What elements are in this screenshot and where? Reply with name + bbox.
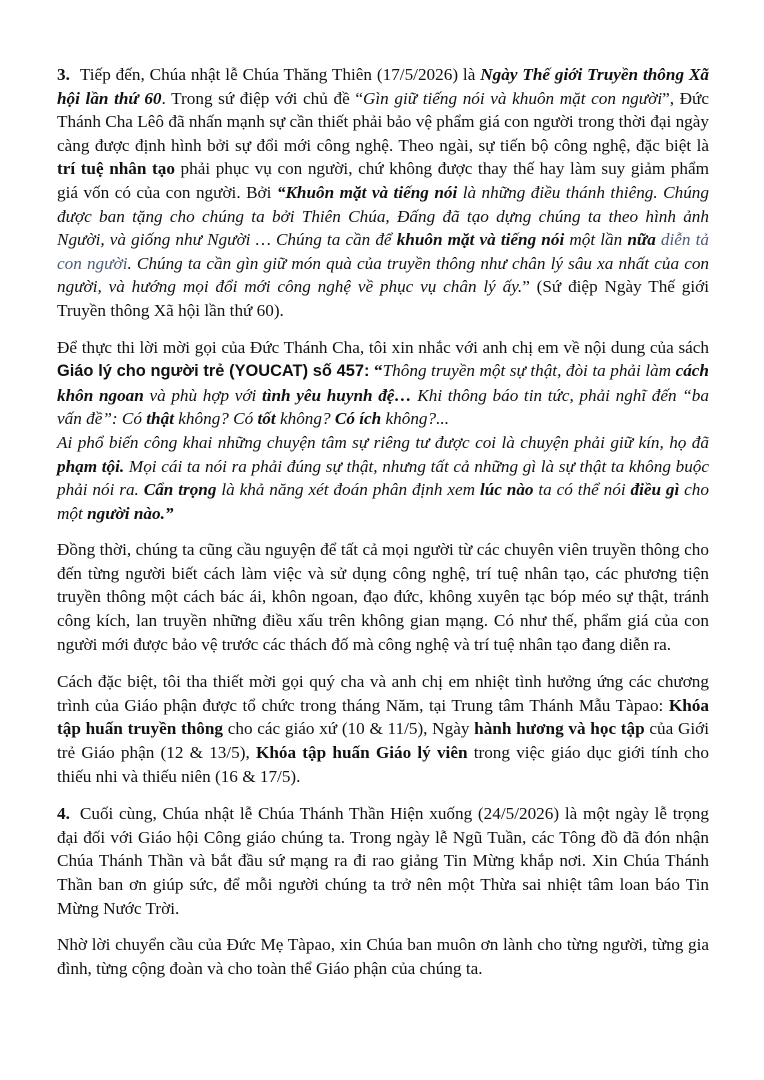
emphasis: trí tuệ nhân tạo xyxy=(57,159,175,179)
quote-text: cho một xyxy=(57,480,709,523)
quote-text: là những điều thánh thiêng. Chúng được ban tặng cho chúng ta bởi Thiên Chúa, Đấng đã tạo dựng chúng ta theo hình ảnh Người, và giống như Người … Chúng ta cần để xyxy=(57,182,709,250)
quote-text: không? Có xyxy=(173,409,258,429)
quote-emphasis: điều gì xyxy=(630,480,680,500)
quote-emphasis: nữa xyxy=(627,230,656,250)
quote-text: Mọi cái ta nói ra phải đúng sự thật, nhưng tất cả những gì là sự thật ta không buộc phải nói ra. xyxy=(57,456,710,500)
text-run: Cuối cùng, Chúa nhật lễ Chúa Thánh Thần Hiện xuống (24/5/2026) là một ngày lễ trọng đại đối với Giáo hội Công giáo chúng ta. Trong ngày lễ Ngũ Tuần, các Tông đồ đã đón nhận Chúa Thánh Thần và bắt đầu sứ mạng ra đi rao giảng Tin Mừng khắp nơi. Xin Chúa Thánh Thần ban ơn giúp sức, để mỗi người chúng ta trở nên một Thừa sai nhiệt tâm loan báo Tin Mừng Nước Trời. xyxy=(57,804,709,918)
quote-text: Khi thông báo tin tức, phải nghĩ đến “ba vấn đề”: Có xyxy=(57,385,709,429)
quote-text: Thông truyền một sự thật, đòi ta phải làm xyxy=(382,361,676,381)
text-run: phải phục vụ con người, chứ không được thay thế hay làm suy giảm phẩm giá vốn có của con người. Bởi xyxy=(57,159,709,202)
paragraph-closing: Nhờ lời chuyển cầu của Đức Mẹ Tàpao, xin Chúa ban muôn ơn lành cho từng người, từng gia đình, từng cộng đoàn và cho toàn thể Giáo phận của chúng ta. xyxy=(57,935,709,978)
text-run: của Giới trẻ Giáo phận (12 & 13/5), xyxy=(57,719,710,763)
event-title: Ngày Thế giới Truyền thông Xã hội lần thứ 60 xyxy=(57,65,709,108)
quote-link-text: diễn tả con người xyxy=(57,230,709,273)
text-run: Để thực thi lời mời gọi của Đức Thánh Cha, tôi xin nhắc với anh chị em về nội dung của sách xyxy=(57,337,709,357)
quote-text: một lần xyxy=(564,230,628,250)
section-number: 4. xyxy=(57,804,70,824)
quote-emphasis: tình yêu huynh đệ… xyxy=(261,385,412,405)
quote-text: không? xyxy=(275,409,335,429)
quote-emphasis: lúc nào xyxy=(479,480,534,500)
quote-text: ta có thể nói xyxy=(533,480,631,500)
quote-text: không?... xyxy=(381,409,450,429)
paragraph-4 xyxy=(57,802,709,920)
program-catechist-training: Khóa tập huấn Giáo lý viên xyxy=(256,743,468,763)
quote-text: Ai phổ biến công khai những chuyện tâm sự riêng tư được coi là chuyện phải giữ kín, họ đã xyxy=(57,432,709,452)
quote-text: và phù hợp với xyxy=(143,385,262,405)
text-run: cho các giáo xứ (10 & 11/5), Ngày xyxy=(223,719,475,739)
quote-mark: “ xyxy=(369,361,383,381)
paragraph-programs xyxy=(57,670,709,788)
youcat-reference: Giáo lý cho người trẻ (YOUCAT) số 457: xyxy=(57,362,370,381)
quote-emphasis: khuôn mặt và tiếng nói xyxy=(396,230,565,250)
quote-emphasis: “Khuôn mặt và tiếng nói xyxy=(276,182,458,202)
text-run: ” (Sứ điệp Ngày Thế giới Truyền thông Xã hội lần thứ 60). xyxy=(57,277,709,320)
quote-emphasis: người nào.” xyxy=(87,503,174,523)
program-youth-pilgrimage: hành hương và học tập xyxy=(474,719,645,739)
paragraph-youcat xyxy=(57,336,709,526)
quote-emphasis: cách khôn ngoan xyxy=(57,361,709,405)
section-number: 3. xyxy=(57,65,70,84)
program-communication-training: Khóa tập huấn truyền thông xyxy=(57,695,709,739)
quote-emphasis: Cẩn trọng xyxy=(143,480,217,500)
text-run: trong việc giáo dục giới tính cho thiếu nhi và thiếu niên (16 & 17/5). xyxy=(57,743,709,786)
text-run: Cách đặc biệt, tôi tha thiết mời gọi quý cha và anh chị em nhiệt tình hưởng ứng các chương trình của Giáo phận được tổ chức trong tháng Năm, tại Trung tâm Thánh Mẫu Tàpao: xyxy=(57,672,709,715)
quote-emphasis: thật xyxy=(146,409,174,429)
quote-text: . Chúng ta cần gìn giữ món quà của truyền thông như chân lý sâu xa nhất của con người, và hướng mọi đổi mới công nghệ về phục vụ chân lý ấy. xyxy=(57,253,710,297)
quote-emphasis: Có ích xyxy=(334,409,382,429)
text-run: Tiếp đến, Chúa nhật lễ Chúa Thăng Thiên (17/5/2026) là xyxy=(79,65,481,84)
text-run: . Trong sứ điệp với chủ đề “ xyxy=(161,88,363,108)
quote-emphasis: tốt xyxy=(257,409,276,429)
quote-text: là khả năng xét đoán phân định xem xyxy=(216,480,480,500)
text-run: ”, Đức Thánh Cha Lêô đã nhấn mạnh sự cần thiết phải bảo vệ phẩm giá con người trong thời đại ngày càng được định hình bởi sự đổi mới công nghệ. Theo ngài, sự tiến bộ công nghệ, đặc biệt là xyxy=(57,88,709,155)
paragraph-3 xyxy=(57,63,709,323)
message-theme: Gìn giữ tiếng nói và khuôn mặt con người xyxy=(362,88,663,108)
paragraph-prayer: Đồng thời, chúng ta cũng cầu nguyện để tất cả mọi người từ các chuyên viên truyền thông cho đến từng người biết cách làm việc và sử dụng công nghệ, trí tuệ nhân tạo, các phương tiện truyền thông một cách bác ái, khôn ngoan, đạo đức, không xuyên tạc bóp méo sự thật, tránh công kích, lan truyền những điều xấu trên không gian mạng. Có như thế, phẩm giá của con người mới được bảo vệ trước các thách đố mà công nghệ và trí tuệ nhân tạo đang diễn ra. xyxy=(57,540,709,654)
quote-emphasis: phạm tội. xyxy=(57,456,125,476)
document-page xyxy=(57,63,709,992)
